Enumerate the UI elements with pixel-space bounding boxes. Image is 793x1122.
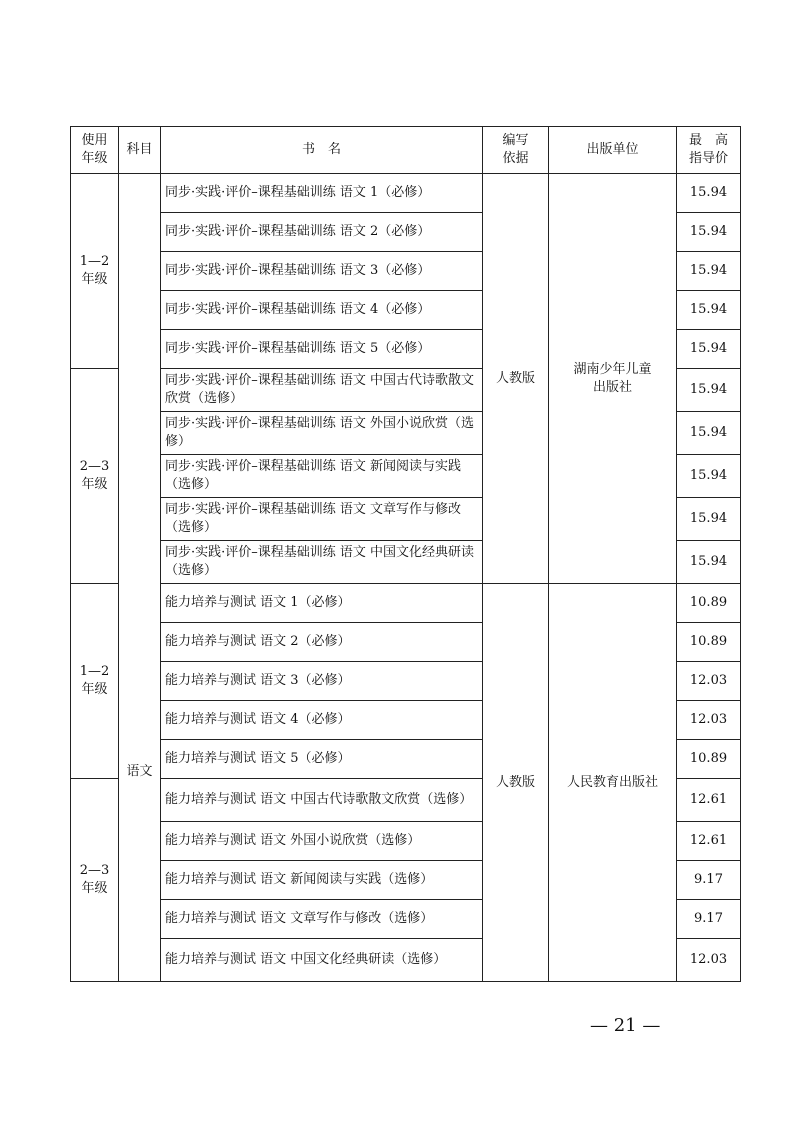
header-basis: 编写 依据 <box>483 127 549 174</box>
book-title: 能力培养与测试 语文 3（必修） <box>161 662 483 701</box>
header-title: 书 名 <box>161 127 483 174</box>
basis-cell: 人教版 <box>483 584 549 982</box>
textbook-price-table <box>70 126 741 982</box>
price-cell: 15.94 <box>677 369 741 412</box>
price-cell: 15.94 <box>677 412 741 455</box>
book-title: 能力培养与测试 语文 2（必修） <box>161 623 483 662</box>
book-title: 能力培养与测试 语文 中国文化经典研读（选修） <box>161 939 483 982</box>
price-cell: 15.94 <box>677 174 741 213</box>
price-cell: 12.03 <box>677 701 741 740</box>
book-title: 能力培养与测试 语文 文章写作与修改（选修） <box>161 900 483 939</box>
book-title: 同步·实践·评价–课程基础训练 语文 新闻阅读与实践（选修） <box>161 455 483 498</box>
book-title: 同步·实践·评价–课程基础训练 语文 文章写作与修改（选修） <box>161 498 483 541</box>
grade-cell: 2—3 年级 <box>71 369 119 584</box>
price-cell: 15.94 <box>677 330 741 369</box>
book-title: 同步·实践·评价–课程基础训练 语文 中国古代诗歌散文欣赏（选修） <box>161 369 483 412</box>
book-title: 同步·实践·评价–课程基础训练 语文 4（必修） <box>161 291 483 330</box>
price-cell: 12.03 <box>677 662 741 701</box>
book-title: 同步·实践·评价–课程基础训练 语文 中国文化经典研读（选修） <box>161 541 483 584</box>
header-price: 最 高 指导价 <box>677 127 741 174</box>
book-title: 能力培养与测试 语文 新闻阅读与实践（选修） <box>161 861 483 900</box>
price-cell: 12.61 <box>677 822 741 861</box>
book-title: 同步·实践·评价–课程基础训练 语文 5（必修） <box>161 330 483 369</box>
book-title: 能力培养与测试 语文 外国小说欣赏（选修） <box>161 822 483 861</box>
price-cell: 15.94 <box>677 455 741 498</box>
publisher-cell: 湖南少年儿童 出版社 <box>549 174 677 584</box>
header-publisher: 出版单位 <box>549 127 677 174</box>
grade-cell: 1—2 年级 <box>71 174 119 369</box>
price-cell: 15.94 <box>677 541 741 584</box>
basis-cell: 人教版 <box>483 174 549 584</box>
table-row <box>71 584 741 623</box>
grade-cell: 1—2 年级 <box>71 584 119 779</box>
header-grade: 使用 年级 <box>71 127 119 174</box>
price-cell: 9.17 <box>677 861 741 900</box>
book-title: 同步·实践·评价–课程基础训练 语文 外国小说欣赏（选修） <box>161 412 483 455</box>
book-title: 同步·实践·评价–课程基础训练 语文 1（必修） <box>161 174 483 213</box>
book-title: 同步·实践·评价–课程基础训练 语文 3（必修） <box>161 252 483 291</box>
header-row <box>71 127 741 174</box>
book-title: 能力培养与测试 语文 5（必修） <box>161 740 483 779</box>
book-title: 能力培养与测试 语文 中国古代诗歌散文欣赏（选修） <box>161 779 483 822</box>
book-title: 能力培养与测试 语文 1（必修） <box>161 584 483 623</box>
price-cell: 12.61 <box>677 779 741 822</box>
price-cell: 10.89 <box>677 584 741 623</box>
book-title: 同步·实践·评价–课程基础训练 语文 2（必修） <box>161 213 483 252</box>
price-cell: 10.89 <box>677 623 741 662</box>
price-cell: 12.03 <box>677 939 741 982</box>
grade-cell: 2—3 年级 <box>71 779 119 982</box>
price-cell: 9.17 <box>677 900 741 939</box>
price-cell: 15.94 <box>677 498 741 541</box>
price-cell: 15.94 <box>677 252 741 291</box>
header-subject: 科目 <box>119 127 161 174</box>
price-cell: 10.89 <box>677 740 741 779</box>
book-title: 能力培养与测试 语文 4（必修） <box>161 701 483 740</box>
price-cell: 15.94 <box>677 213 741 252</box>
price-cell: 15.94 <box>677 291 741 330</box>
table-row <box>71 174 741 213</box>
publisher-cell: 人民教育出版社 <box>549 584 677 982</box>
subject-cell: 语文 <box>119 174 161 982</box>
page-number: — 21 — <box>590 1015 661 1036</box>
